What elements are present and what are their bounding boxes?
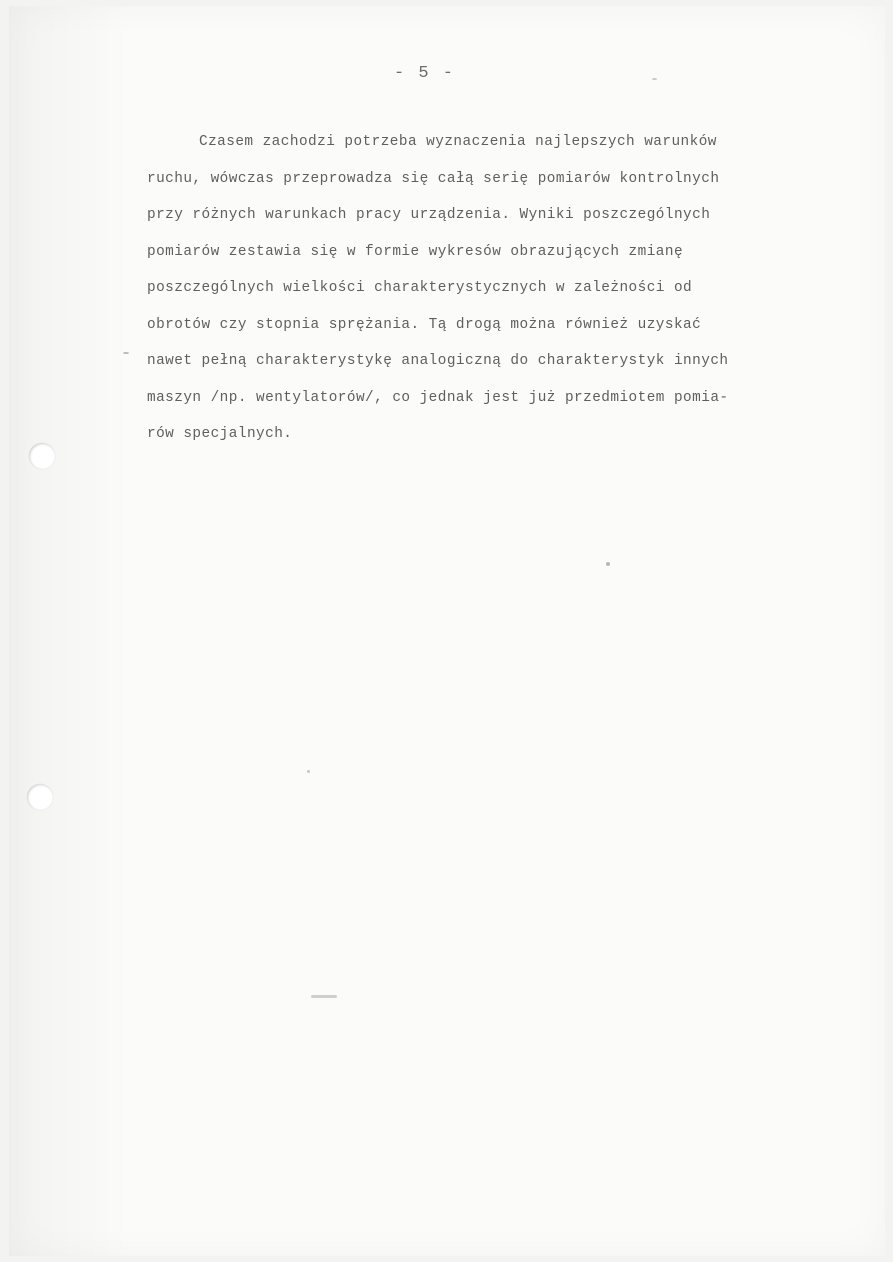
- paragraph-line: pomiarów zestawia się w formie wykresów obrazujących zmianę: [147, 243, 684, 260]
- paper-speck: [652, 78, 657, 80]
- paragraph-line: rów specjalnych.: [147, 426, 293, 442]
- paragraph-line: Czasem zachodzi potrzeba wyznaczenia najlepszych warunków: [199, 134, 717, 150]
- paragraph-line: maszyn /np. wentylatorów/, co jednak jest już przedmiotem pomia-: [147, 389, 729, 406]
- paragraph-line: nawet pełną charakterystykę analogiczną do charakterystyk innych: [147, 353, 729, 369]
- paper-mark: [311, 995, 337, 998]
- paragraph-line: poszczególnych wielkości charakterystycznych w zależności od: [147, 280, 693, 296]
- paper-speck: [606, 562, 610, 566]
- body-paragraph: [147, 124, 867, 453]
- punch-hole-top: [29, 443, 55, 469]
- paragraph-line: obrotów czy stopnia sprężania. Tą drogą można również uzyskać: [147, 316, 702, 333]
- punch-hole-bottom: [27, 784, 53, 810]
- page-number: - 5 -: [394, 64, 456, 83]
- paragraph-line: ruchu, wówczas przeprowadza się całą serię pomiarów kontrolnych: [147, 170, 720, 187]
- paper-speck: [307, 770, 310, 773]
- paragraph-line: przy różnych warunkach pracy urządzenia. Wyniki poszczególnych: [147, 207, 711, 223]
- paper-speck: [123, 352, 129, 354]
- paper-edge-shadow: [9, 6, 129, 1256]
